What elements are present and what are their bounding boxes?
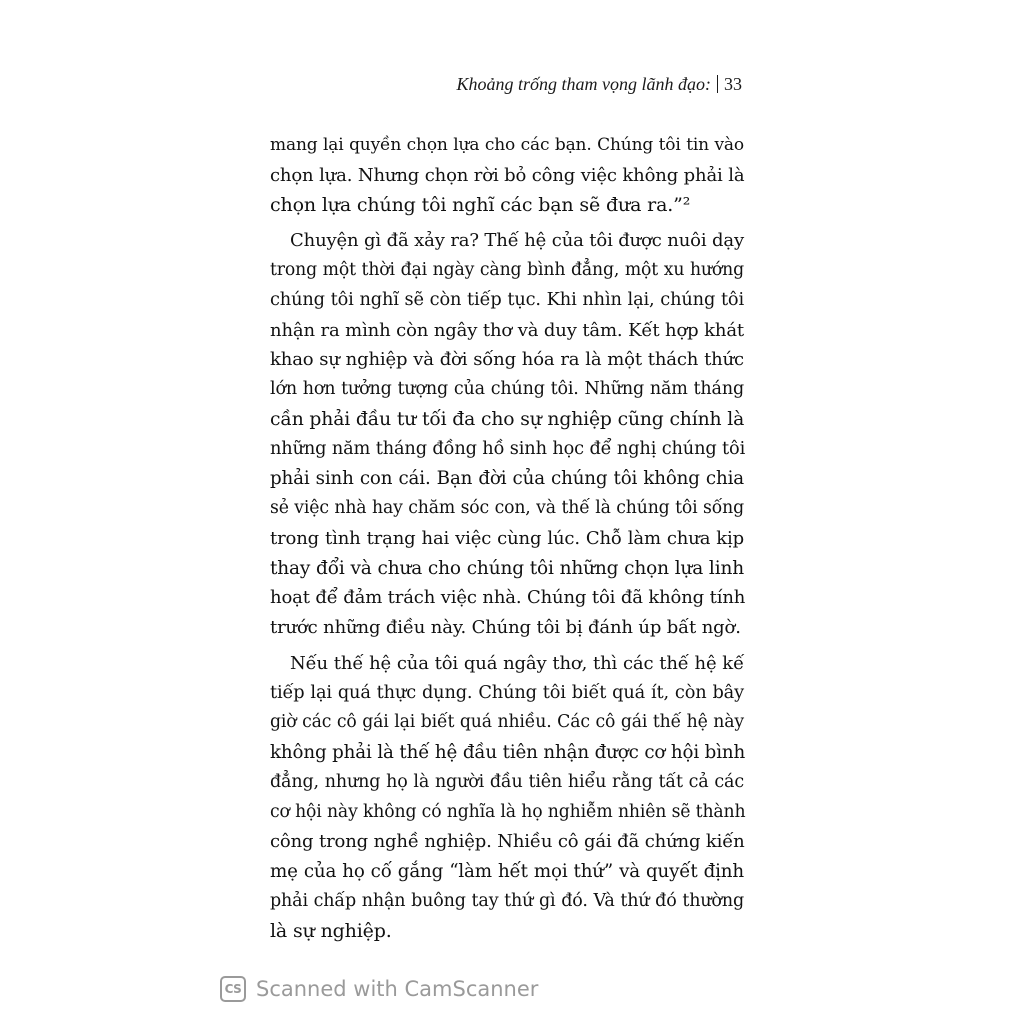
text-line: đẳng, nhưng họ là người đầu tiên hiểu rằng tất cả các <box>270 771 744 792</box>
text-line: chọn lựa. Nhưng chọn rời bỏ công việc không phải là <box>270 164 745 186</box>
paragraph <box>270 131 744 220</box>
text-line: mang lại quyền chọn lựa cho các bạn. Chúng tôi tin vào <box>270 135 744 155</box>
paragraph <box>270 649 744 947</box>
text-line: hoạt để đảm trách việc nhà. Chúng tôi đã không tính <box>270 587 746 609</box>
text-line: lớn hơn tưởng tượng của chúng tôi. Những năm tháng <box>270 379 744 399</box>
body-text <box>270 131 744 946</box>
text-line: cần phải đầu tư tối đa cho sự nghiệp cũng chính là <box>270 408 745 430</box>
text-line: không phải là thế hệ đầu tiên nhận được cơ hội bình <box>270 742 746 763</box>
text-line: trong một thời đại ngày càng bình đẳng, một xu hướng <box>270 260 744 280</box>
running-header <box>380 74 742 95</box>
text-line: mẹ của họ cố gắng “làm hết mọi thứ” và quyết định <box>270 861 744 882</box>
text-line: thay đổi và chưa cho chúng tôi những chọn lựa linh <box>270 557 744 579</box>
camscanner-logo-icon: CS <box>220 976 246 1002</box>
text-line: cơ hội này không có nghĩa là họ nghiễm nhiên sẽ thành <box>270 801 746 822</box>
text-line: khao sự nghiệp và đời sống hóa ra là một thách thức <box>270 349 744 371</box>
text-line: là sự nghiệp. <box>270 919 392 942</box>
text-line: giờ các cô gái lại biết quá nhiều. Các cô gái thế hệ này <box>270 712 744 733</box>
paragraph <box>270 226 744 643</box>
chapter-title: Khoảng trống tham vọng lãnh đạo: <box>456 74 711 94</box>
text-line: trong tình trạng hai việc cùng lúc. Chỗ làm chưa kịp <box>270 527 744 549</box>
text-line: trước những điều này. Chúng tôi bị đánh úp bất ngờ. <box>270 617 741 638</box>
text-line: tiếp lại quá thực dụng. Chúng tôi biết quá ít, còn bây <box>270 682 744 703</box>
text-line: phải sinh con cái. Bạn đời của chúng tôi không chia <box>270 468 744 490</box>
text-line: sẻ việc nhà hay chăm sóc con, và thế là chúng tôi sống <box>270 498 744 518</box>
text-line: Nếu thế hệ của tôi quá ngây thơ, thì các thế hệ kế <box>290 652 744 674</box>
text-line: chọn lựa chúng tôi nghĩ các bạn sẽ đưa ra.”² <box>270 193 691 216</box>
header-divider <box>717 75 718 93</box>
text-line: công trong nghề nghiệp. Nhiều cô gái đã chứng kiến <box>270 831 745 853</box>
text-line: Chuyện gì đã xảy ra? Thế hệ của tôi được nuôi dạy <box>290 230 744 252</box>
page-number: 33 <box>724 74 742 94</box>
text-line: chúng tôi nghĩ sẽ còn tiếp tục. Khi nhìn lại, chúng tôi <box>270 289 744 310</box>
text-line: những năm tháng đồng hồ sinh học để nghị chúng tôi <box>270 438 746 459</box>
watermark-text: Scanned with CamScanner <box>256 977 539 1001</box>
camscanner-watermark <box>220 972 538 1006</box>
text-line: nhận ra mình còn ngây thơ và duy tâm. Kết hợp khát <box>270 319 744 341</box>
text-line: phải chấp nhận buông tay thứ gì đó. Và thứ đó thường <box>270 890 744 911</box>
